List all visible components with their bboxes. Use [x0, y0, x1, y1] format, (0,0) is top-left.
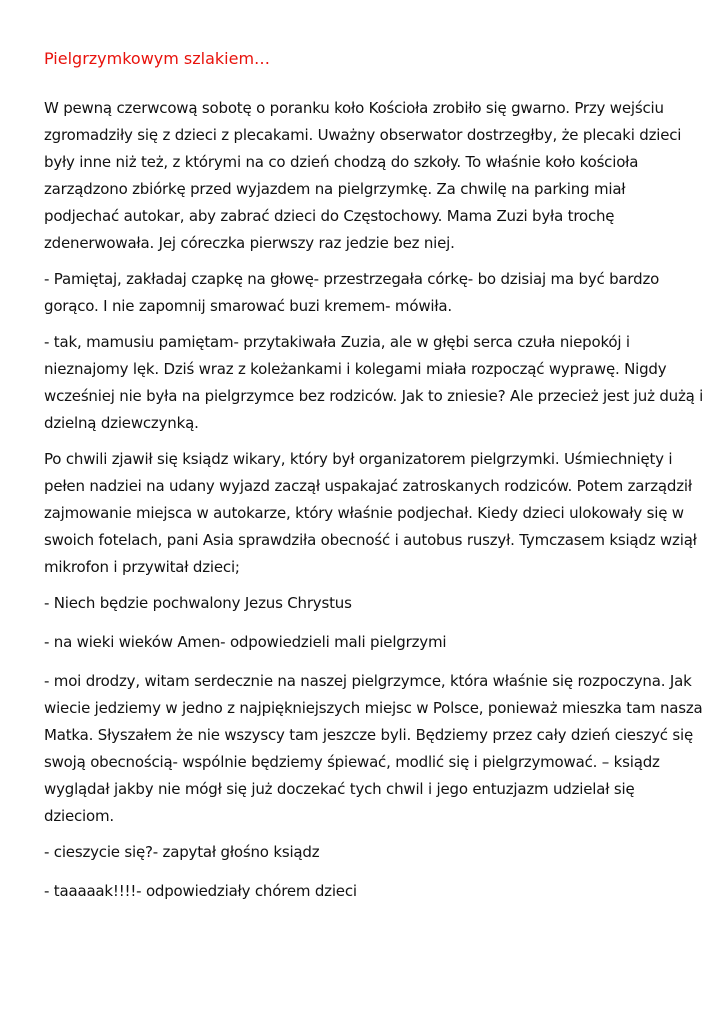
paragraph-greeting: - Niech będzie pochwalony Jezus Chrystus: [44, 594, 352, 612]
paragraph-priest-question: - cieszycie się?- zapytał głośno ksiądz: [44, 843, 320, 861]
document-page: [44, 48, 704, 917]
paragraph-zuzia-reply: - tak, mamusiu pamiętam- przytakiwała Zuzia, ale w głębi serca czuła niepokój i nieznajomy lęk. Dziś wraz z koleżankami i kolegami miała rozpocząć wyprawę. Nigdy wcześniej nie była na pielgrzymce bez rodziców. Jak to zniesie? Ale przecież jest już dużą i dzielną dziewczynką.: [44, 333, 704, 432]
paragraph-children-shout: - taaaaak!!!!- odpowiedziały chórem dzieci: [44, 882, 357, 900]
paragraph-children-answer: - na wieki wieków Amen- odpowiedzieli mali pielgrzymi: [44, 633, 447, 651]
document-title: Pielgrzymkowym szlakiem…: [44, 49, 271, 68]
paragraph-priest-arrives: Po chwili zjawił się ksiądz wikary, który był organizatorem pielgrzymki. Uśmiechnięty i pełen nadziei na udany wyjazd zaczął uspakajać zatroskanych rodziców. Potem zarządził zajmowanie miejsca w autokarze, który właśnie podjechał. Kiedy dzieci ulokowały się w swoich fotelach, pani Asia sprawdziła obecność i autobus ruszył. Tymczasem ksiądz wziął mikrofon i przywitał dzieci;: [44, 450, 697, 576]
paragraph-mother-warning: - Pamiętaj, zakładaj czapkę na głowę- przestrzegała córkę- bo dzisiaj ma być bardzo gorąco. I nie zapomnij smarować buzi kremem- mówiła.: [44, 270, 660, 315]
paragraph-priest-speech: - moi drodzy, witam serdecznie na naszej pielgrzymce, która właśnie się rozpoczyna. Jak wiecie jedziemy w jedno z najpiękniejszych miejsc w Polsce, ponieważ mieszka tam nasza Matka. Słyszałem że nie wszyscy tam jeszcze byli. Będziemy przez cały dzień cieszyć się swoją obecnością- wspólnie będziemy śpiewać, modlić się i pielgrzymować. – ksiądz wyglądał jakby nie mógł się już doczekać tych chwil i jego entuzjazm udzielał się dzieciom.: [44, 672, 703, 825]
paragraph-intro: W pewną czerwcową sobotę o poranku koło Kościoła zrobiło się gwarno. Przy wejściu zgromadziły się z dzieci z plecakami. Uważny obserwator dostrzegłby, że plecaki dzieci były inne niż też, z którymi na co dzień chodzą do szkoły. To właśnie koło kościoła zarządzono zbiórkę przed wyjazdem na pielgrzymkę. Za chwilę na parking miał podjechać autokar, aby zabrać dzieci do Częstochowy. Mama Zuzi była trochę zdenerwowała. Jej córeczka pierwszy raz jedzie bez niej.: [44, 99, 682, 252]
